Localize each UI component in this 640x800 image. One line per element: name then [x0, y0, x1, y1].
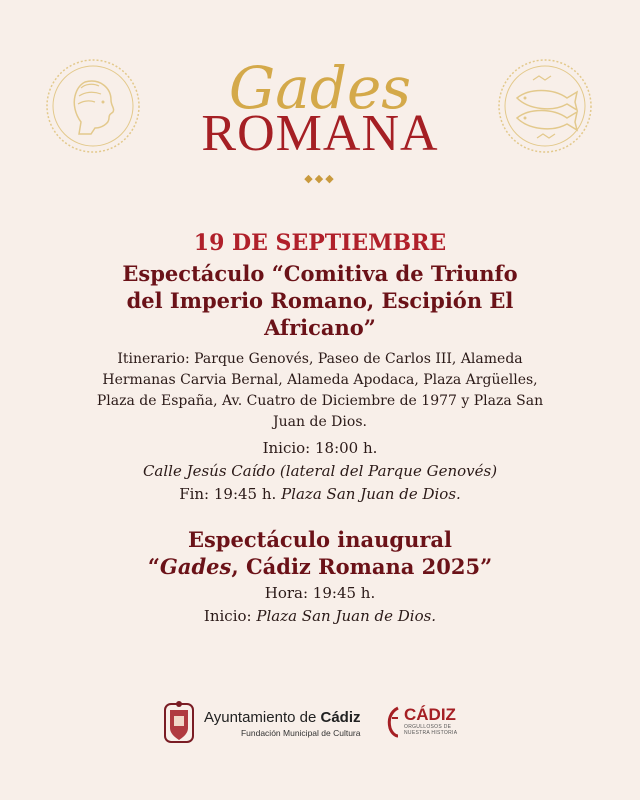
event1-title-line: del Imperio Romano, Escipión El	[126, 288, 514, 313]
itinerary-line: Itinerario: Parque Genovés, Paseo de Carlos III, Alameda	[117, 351, 523, 367]
event2-title-italic: Gades	[159, 554, 232, 579]
fundacion-name: Fundación Municipal de Cultura	[240, 727, 361, 738]
event2-start-label: Inicio:	[203, 607, 252, 625]
event2-title-rest: , Cádiz Romana 2025”	[231, 554, 493, 579]
event2-title-line	[40, 553, 600, 580]
ayuntamiento-logo	[162, 700, 361, 746]
event-date: 19 DE SEPTIEMBRE	[193, 230, 447, 256]
cadiz-logo-sub-line: ORGULLOSOS DE	[404, 724, 452, 730]
itinerary-line: Hermanas Carvia Bernal, Alameda Apodaca, Plaza Argüelles,	[102, 372, 538, 388]
event1-end-time: Fin: 19:45 h.	[179, 485, 277, 503]
event-content	[40, 228, 600, 628]
event2-title	[40, 526, 600, 580]
itinerary-line: Plaza de España, Av. Cuatro de Diciembre de 1977 y Plaza San	[96, 393, 544, 409]
event1-itinerary	[40, 349, 600, 433]
event2-start-place: Plaza San Juan de Dios.	[256, 607, 437, 625]
event2-title-line: Espectáculo inaugural	[187, 527, 453, 552]
event1-title-line: Africano”	[264, 315, 376, 340]
cadiz-logo-text: CÁDIZ	[404, 705, 456, 724]
cadiz-orgullosos-logo	[386, 706, 457, 738]
event1-end	[40, 483, 600, 506]
ayuntamiento-name-prefix: Ayuntamiento de	[204, 708, 321, 726]
event1-title-line: Espectáculo “Comitiva de Triunfo	[122, 261, 518, 286]
cadiz-logo-sub-line: NUESTRA HISTORIA	[404, 730, 458, 736]
ayuntamiento-name	[204, 709, 361, 726]
event1-title	[40, 260, 600, 341]
event1-end-place: Plaza San Juan de Dios.	[281, 485, 461, 503]
logo-romana: ROMANA	[201, 105, 439, 162]
event2-start	[40, 605, 600, 628]
cadiz-mark-icon	[386, 706, 402, 738]
itinerary-line: Juan de Dios.	[273, 414, 367, 430]
svg-text:Gades: Gades	[228, 54, 412, 120]
event2-title-quote: “	[147, 554, 160, 579]
event2-hour: Hora: 19:45 h.	[264, 584, 376, 602]
footer-logos	[0, 700, 640, 748]
ayuntamiento-name-bold: Cádiz	[320, 708, 361, 726]
event1-start-time: Inicio: 18:00 h.	[262, 439, 378, 457]
event1-start-place: Calle Jesús Caído (lateral del Parque Genovés)	[142, 462, 498, 480]
cadiz-coat-of-arms-icon	[162, 700, 196, 746]
decorative-diamonds-icon: ◆◆◆	[304, 172, 336, 185]
